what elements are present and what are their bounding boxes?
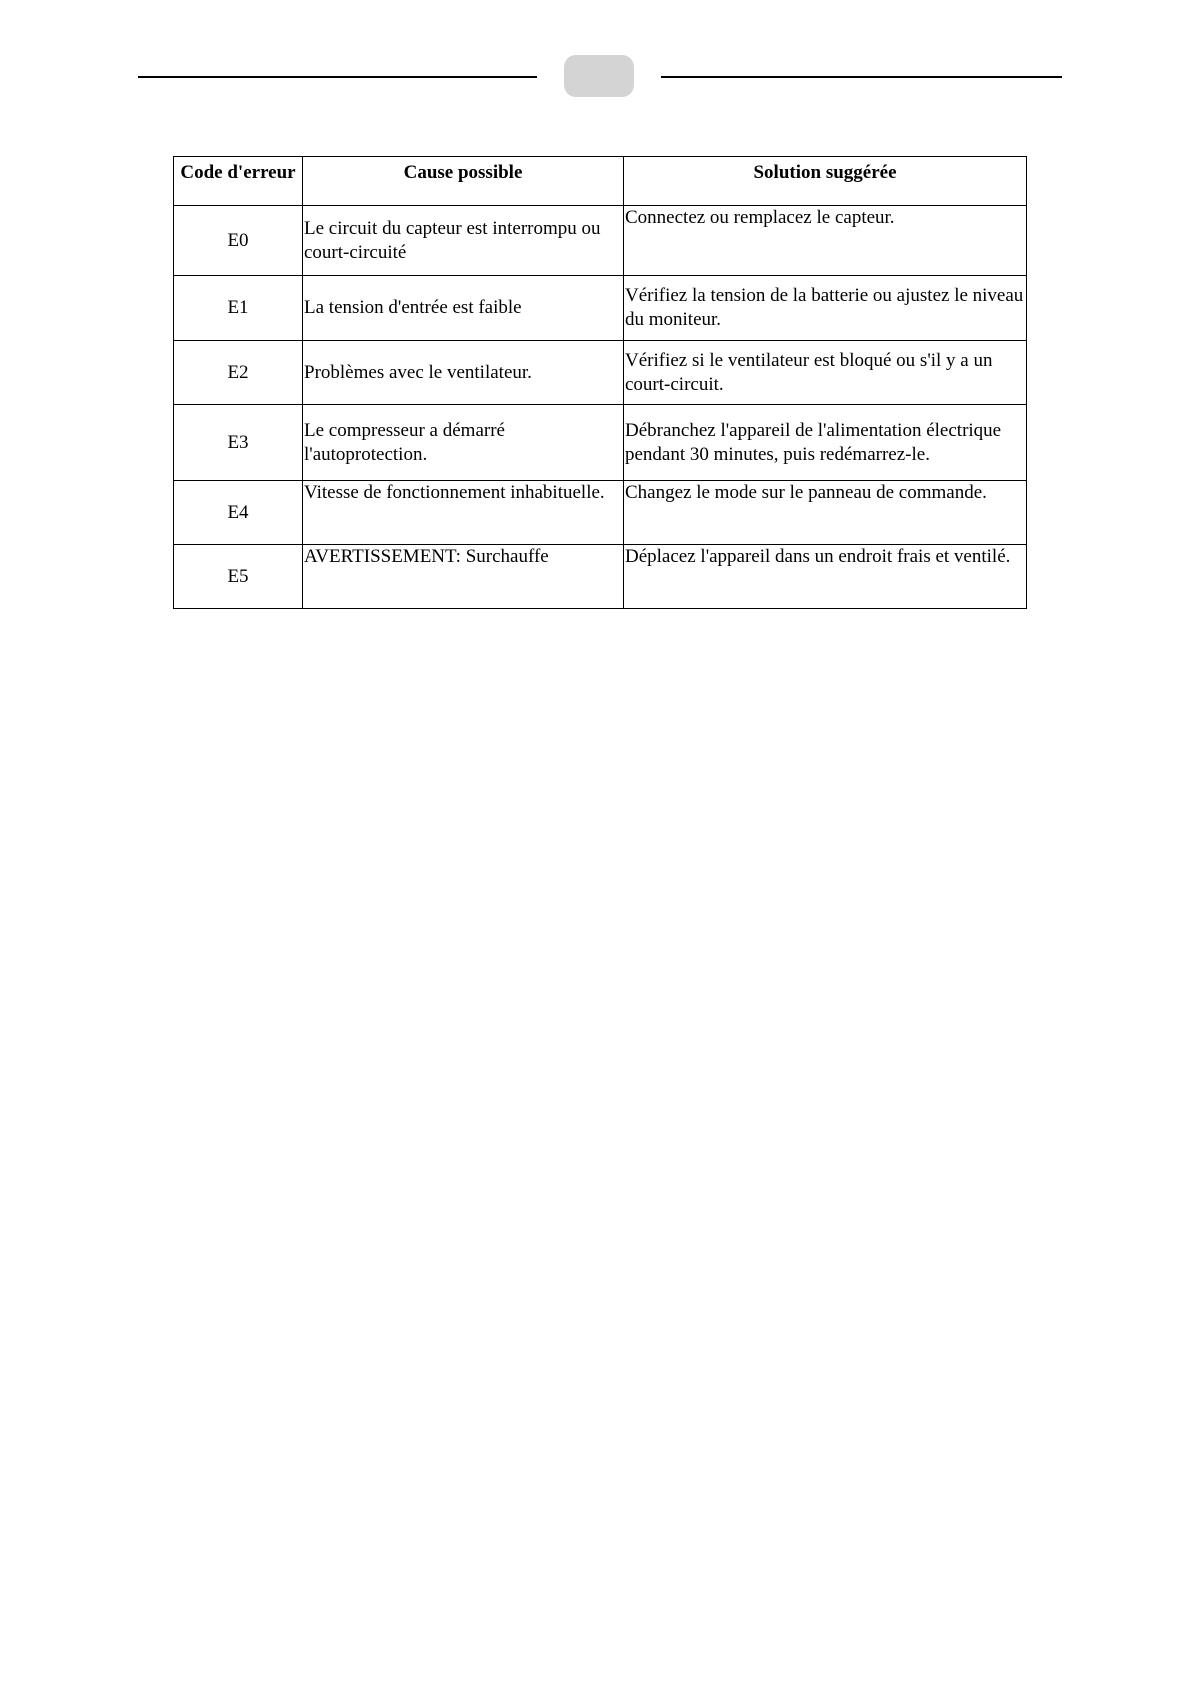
error-code-cell: E1 <box>174 276 303 341</box>
column-header-solution: Solution suggérée <box>624 157 1027 206</box>
table-row <box>174 206 1027 276</box>
column-header-cause: Cause possible <box>303 157 624 206</box>
table-header-row <box>174 157 1027 206</box>
header-rule-right <box>661 76 1062 78</box>
solution-cell: Déplacez l'appareil dans un endroit frais et ventilé. <box>624 545 1027 609</box>
error-code-cell: E0 <box>174 206 303 276</box>
cause-cell: Vitesse de fonctionnement inhabituelle. <box>303 481 624 545</box>
cause-cell: La tension d'entrée est faible <box>303 276 624 341</box>
solution-cell: Changez le mode sur le panneau de commande. <box>624 481 1027 545</box>
table-row <box>174 545 1027 609</box>
table-row <box>174 481 1027 545</box>
table-row <box>174 341 1027 405</box>
error-code-cell: E2 <box>174 341 303 405</box>
header-rule-left <box>138 76 537 78</box>
cause-cell: Le circuit du capteur est interrompu ou court-circuité <box>303 206 624 276</box>
error-code-cell: E4 <box>174 481 303 545</box>
cause-cell: Problèmes avec le ventilateur. <box>303 341 624 405</box>
page-number-badge <box>564 55 634 97</box>
error-code-table <box>173 156 1027 609</box>
table-row <box>174 276 1027 341</box>
error-code-cell: E5 <box>174 545 303 609</box>
table-row <box>174 405 1027 481</box>
cause-cell: AVERTISSEMENT: Surchauffe <box>303 545 624 609</box>
solution-cell: Débranchez l'appareil de l'alimentation électrique pendant 30 minutes, puis redémarrez-le. <box>624 405 1027 481</box>
column-header-code: Code d'erreur <box>174 157 303 206</box>
solution-cell: Connectez ou remplacez le capteur. <box>624 206 1027 276</box>
solution-cell: Vérifiez si le ventilateur est bloqué ou s'il y a un court-circuit. <box>624 341 1027 405</box>
error-code-cell: E3 <box>174 405 303 481</box>
cause-cell: Le compresseur a démarré l'autoprotection. <box>303 405 624 481</box>
solution-cell: Vérifiez la tension de la batterie ou ajustez le niveau du moniteur. <box>624 276 1027 341</box>
